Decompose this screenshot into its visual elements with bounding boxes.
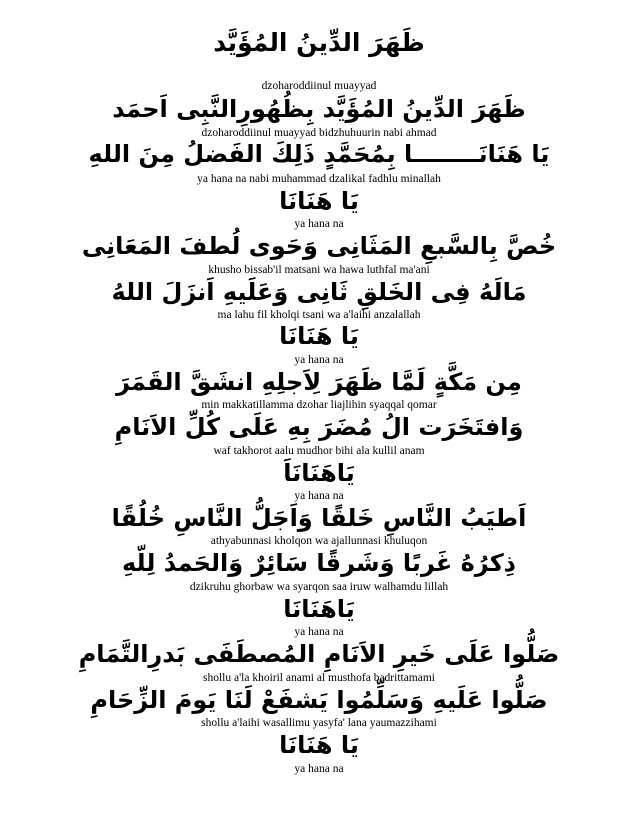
verse-1-latin: dzoharoddiinul muayyad bidzhuhuurin nabi ahmad	[201, 127, 437, 139]
verse-1-arabic: ظَهَرَ الدِّينُ المُؤَيَّد بِظُهُورِالنَّبِى اَحمَد	[112, 95, 526, 123]
verse-12-latin: ya hana na	[294, 626, 344, 638]
title-latin: dzoharoddiinul muayyad	[261, 80, 377, 92]
verse-11-latin: dzikruhu ghorbaw wa syarqon saa iruw walhamdu lillah	[189, 581, 449, 593]
verse-6-arabic: يَا هَنَانَا	[279, 322, 359, 350]
verse-10-latin: athyabunnasi kholqon wa ajallunnasi khuluqon	[210, 535, 428, 547]
verse-2-latin: ya hana na nabi muhammad dzalikal fadhlu minallah	[197, 173, 441, 185]
verse-4-latin: khusho bissab'il matsani wa hawa luthfal ma'ani	[208, 264, 430, 276]
verse-4-arabic: خُصَّ بِالسَّبعِ المَثَانِى وَحَوى لُطفَ المَعَانِى	[81, 232, 557, 260]
verse-13-latin: shollu a'la khoiril anami al musthofa badrittamami	[202, 672, 436, 684]
verse-11-arabic: ذِكرُهُ غَربًا وَشَرقًا سَائِرٌ وَالحَمدُ لِلّهِ	[122, 549, 516, 577]
verse-9-arabic: يَاهَنَانَاَ	[283, 459, 355, 487]
title-arabic: ظَهَرَ الدِّينُ المُؤَيَّد	[213, 28, 425, 57]
verse-5-latin: ma lahu fil kholqi tsani wa a'laihi anzalallah	[217, 309, 421, 321]
verse-12-arabic: يَاهَنَانَا	[283, 595, 355, 623]
title-block	[0, 28, 638, 57]
verse-7-arabic: مِن مَكَّةٍ لَمَّا ظَهَرَ لِاَجلِهِ انشَقَّ القَمَرَ	[116, 368, 522, 396]
verse-14-latin: shollu a'laihi wasallimu yasyfa' lana yaumazzihami	[201, 717, 437, 729]
verse-5-arabic: مَالَهُ فِى الخَلقِ ثَانِى وَعَلَيهِ اَنزَلَ اللهُ	[111, 278, 527, 306]
verse-7-latin: min makkatillamma dzohar liajlihin syaqqal qomar	[201, 399, 437, 411]
verse-14-arabic: صَلُّوا عَلَيهِ وَسَلِّمُوا يَشفَعْ لَنَا يَومَ الزِّحَامِ	[90, 686, 548, 714]
verse-15-latin: ya hana na	[294, 763, 344, 775]
verse-6-latin: ya hana na	[294, 354, 344, 366]
verse-3-latin: ya hana na	[294, 218, 344, 230]
verse-15-arabic: يَا هَنَانَا	[279, 731, 359, 759]
verse-2-arabic: يَا هَنَانَــــــــا بِمُحَمَّدٍ ذَلِكَ الفَضلُ مِنَ اللهِ	[88, 140, 550, 168]
verse-8-arabic: وَافتَخَرَت الُ مُضَرَ بِهِ عَلَى كُلِّ الاَنَامِ	[114, 413, 524, 441]
verse-13-arabic: صَلُّوا عَلَى خَيرِ الاَنَامِ المُصطَفَى بَدرِالتَّمَامِ	[78, 640, 560, 668]
verse-3-arabic: يَا هَنَانَا	[279, 187, 359, 215]
verse-9-latin: ya hana na	[294, 490, 344, 502]
verse-8-latin: waf takhorot aalu mudhor bihi ala kullil anam	[213, 445, 425, 457]
verse-10-arabic: اَطيَبُ النَّاسِ خَلقًا وَاَجَلُّ النَّاسِ خُلُقًا	[111, 504, 527, 532]
